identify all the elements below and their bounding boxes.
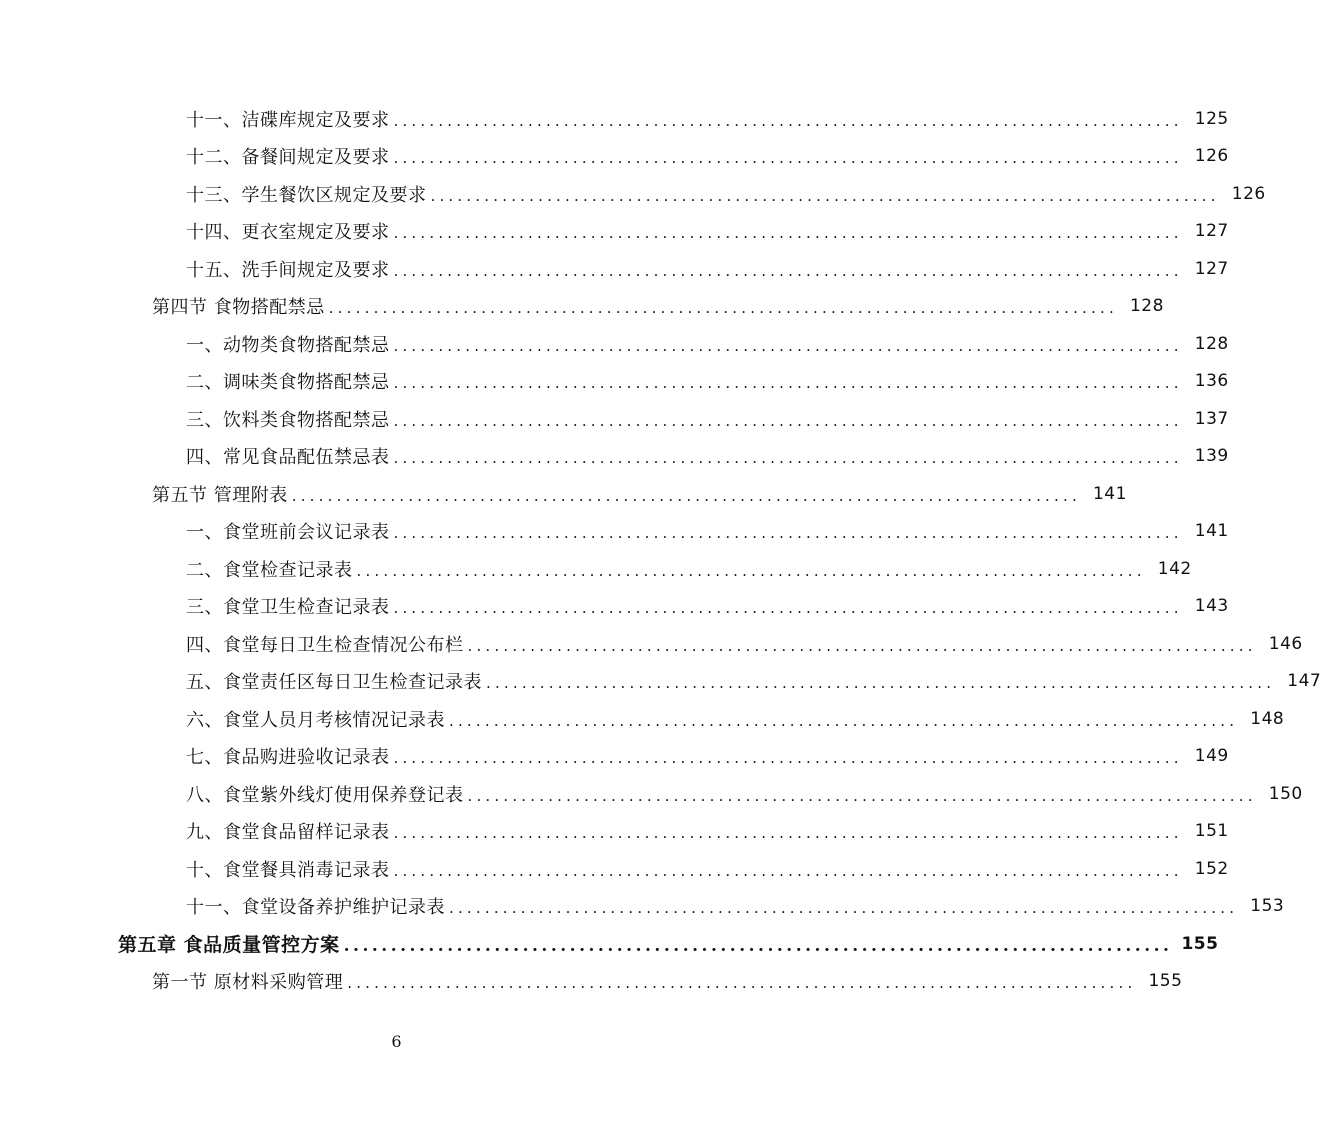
toc-entry-title: 十四、更衣室规定及要求 xyxy=(186,222,390,244)
toc-entry-page: 141 xyxy=(1092,483,1127,504)
toc-entry-title: 一、食堂班前会议记录表 xyxy=(186,522,390,544)
toc-entry-title: 十三、学生餐饮区规定及要求 xyxy=(186,184,427,206)
toc-entry[interactable] xyxy=(0,363,1229,401)
toc-section-entry[interactable] xyxy=(0,288,1164,326)
dot-leader: ........................................................................................ xyxy=(393,411,1183,430)
toc-entry-title: 第一节 原材料采购管理 xyxy=(152,972,344,994)
toc-section-entry[interactable] xyxy=(0,963,1183,1001)
toc-entry[interactable] xyxy=(0,888,1285,926)
toc-entry[interactable] xyxy=(0,588,1229,626)
toc-entry-page: 142 xyxy=(1157,558,1192,579)
toc-entry-title: 三、食堂卫生检查记录表 xyxy=(186,597,390,619)
toc-entry[interactable] xyxy=(0,400,1229,438)
toc-entry-title: 七、食品购进验收记录表 xyxy=(186,747,390,769)
toc-entry[interactable] xyxy=(0,550,1192,588)
toc-entry-page: 126 xyxy=(1231,183,1266,204)
dot-leader: ........................................................................................ xyxy=(393,824,1183,843)
toc-entry[interactable] xyxy=(0,850,1229,888)
toc-entry[interactable] xyxy=(0,138,1229,176)
toc-entry-page: 153 xyxy=(1250,896,1285,917)
toc-chapter-entry[interactable] xyxy=(0,925,1219,963)
page-number: 6 xyxy=(391,1032,402,1051)
toc-entry-page: 152 xyxy=(1194,858,1229,879)
toc-entry-title: 十一、洁碟库规定及要求 xyxy=(186,109,390,131)
toc-entry-page: 141 xyxy=(1194,521,1229,542)
toc-entry-page: 126 xyxy=(1194,146,1229,167)
dot-leader: ........................................................................................ xyxy=(467,786,1257,805)
dot-leader: ........................................................................................ xyxy=(393,261,1183,280)
toc-entry-page: 155 xyxy=(1181,933,1219,954)
toc-entry-title: 三、饮料类食物搭配禁忌 xyxy=(186,409,390,431)
toc-entry-page: 143 xyxy=(1194,596,1229,617)
toc-entry[interactable] xyxy=(0,700,1285,738)
toc-entry[interactable] xyxy=(0,738,1229,776)
dot-leader: ........................................................................................ xyxy=(486,674,1276,693)
toc-entry[interactable] xyxy=(0,438,1229,476)
dot-leader: ........................................................................................ xyxy=(449,711,1239,730)
toc-entry[interactable] xyxy=(0,100,1229,138)
toc-entry-title: 十五、洗手间规定及要求 xyxy=(186,259,390,281)
dot-leader: ........................................................................................ xyxy=(393,449,1183,468)
toc-entry-page: 146 xyxy=(1268,633,1303,654)
dot-leader: ........................................................................................ xyxy=(291,486,1081,505)
toc-entry-title: 五、食堂责任区每日卫生检查记录表 xyxy=(186,672,482,694)
toc-entry-page: 151 xyxy=(1194,821,1229,842)
toc-entry-page: 155 xyxy=(1148,971,1183,992)
toc-entry[interactable] xyxy=(0,625,1303,663)
dot-leader: ........................................................................................ xyxy=(347,974,1137,993)
toc-entry-title: 一、动物类食物搭配禁忌 xyxy=(186,334,390,356)
toc-entry[interactable] xyxy=(0,513,1229,551)
toc-entry-title: 四、常见食品配伍禁忌表 xyxy=(186,447,390,469)
toc-entry-title: 八、食堂紫外线灯使用保养登记表 xyxy=(186,784,464,806)
toc-entry-title: 二、调味类食物搭配禁忌 xyxy=(186,372,390,394)
toc-entry-title: 十二、备餐间规定及要求 xyxy=(186,147,390,169)
toc-entry[interactable] xyxy=(0,175,1266,213)
table-of-contents xyxy=(0,100,1321,1000)
toc-entry-title: 六、食堂人员月考核情况记录表 xyxy=(186,709,445,731)
toc-entry-page: 137 xyxy=(1194,408,1229,429)
dot-leader: ........................................................................................ xyxy=(430,186,1220,205)
dot-leader: ........................................................................................ xyxy=(328,299,1118,318)
toc-entry[interactable] xyxy=(0,663,1321,701)
dot-leader: ........................................................................................ xyxy=(393,224,1183,243)
dot-leader: ........................................................................................ xyxy=(393,149,1183,168)
dot-leader: ........................................................................................ xyxy=(393,111,1183,130)
toc-entry[interactable] xyxy=(0,213,1229,251)
toc-entry-page: 127 xyxy=(1194,258,1229,279)
toc-entry[interactable] xyxy=(0,325,1229,363)
toc-entry-page: 128 xyxy=(1194,333,1229,354)
dot-leader: ........................................................................................ xyxy=(393,374,1183,393)
toc-entry-title: 第四节 食物搭配禁忌 xyxy=(152,297,325,319)
toc-entry-page: 147 xyxy=(1287,671,1321,692)
toc-entry-page: 149 xyxy=(1194,746,1229,767)
toc-entry-page: 150 xyxy=(1268,783,1303,804)
dot-leader: ........................................................................................ xyxy=(393,861,1183,880)
toc-entry[interactable] xyxy=(0,813,1229,851)
toc-entry-title: 第五节 管理附表 xyxy=(152,484,288,506)
toc-entry[interactable] xyxy=(0,250,1229,288)
dot-leader: ........................................................................................ xyxy=(449,899,1239,918)
dot-leader: ........................................................................................ xyxy=(343,935,1173,956)
toc-entry-page: 125 xyxy=(1194,108,1229,129)
dot-leader: ........................................................................................ xyxy=(393,599,1183,618)
dot-leader: ........................................................................................ xyxy=(356,561,1146,580)
toc-entry-page: 128 xyxy=(1129,296,1164,317)
dot-leader: ........................................................................................ xyxy=(393,336,1183,355)
toc-entry-title: 九、食堂食品留样记录表 xyxy=(186,822,390,844)
toc-entry[interactable] xyxy=(0,775,1303,813)
toc-section-entry[interactable] xyxy=(0,475,1127,513)
toc-entry-title: 第五章 食品质量管控方案 xyxy=(118,934,340,957)
toc-entry-title: 十、食堂餐具消毒记录表 xyxy=(186,859,390,881)
dot-leader: ........................................................................................ xyxy=(393,749,1183,768)
toc-entry-page: 148 xyxy=(1250,708,1285,729)
dot-leader: ........................................................................................ xyxy=(467,636,1257,655)
toc-entry-title: 十一、食堂设备养护维护记录表 xyxy=(186,897,445,919)
dot-leader: ........................................................................................ xyxy=(393,524,1183,543)
toc-entry-title: 四、食堂每日卫生检查情况公布栏 xyxy=(186,634,464,656)
toc-entry-page: 136 xyxy=(1194,371,1229,392)
toc-entry-page: 139 xyxy=(1194,446,1229,467)
toc-entry-page: 127 xyxy=(1194,221,1229,242)
toc-entry-title: 二、食堂检查记录表 xyxy=(186,559,353,581)
